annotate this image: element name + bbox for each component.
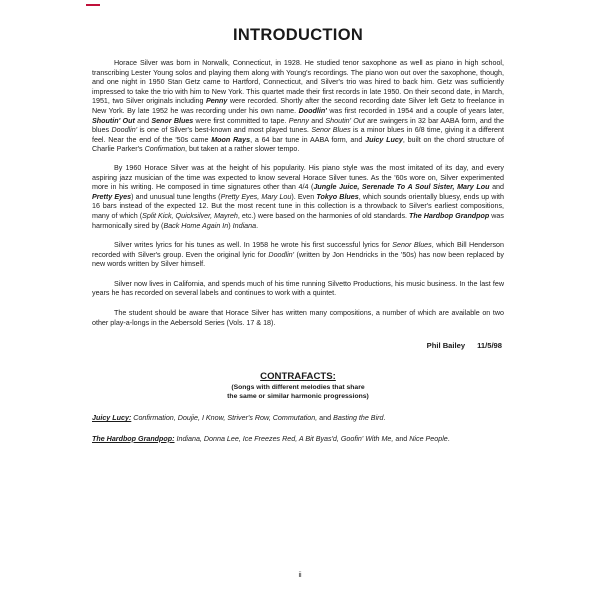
- text-run: are swingers in 32 bar AABA form, and the blues: [92, 116, 504, 135]
- signature: [92, 341, 504, 350]
- page-title: INTRODUCTION: [232, 26, 364, 44]
- text-run: , which sounds orientally bluesy, ends up with 16 bars instead of the expected 12. But the most recent tune in this collection is a throwback to Silver's earliest compositions, many of which (: [92, 192, 505, 220]
- song-title-bold: Shoutin' Out: [92, 116, 135, 125]
- text-run: , built on the chord structure of Charlie Parker's: [92, 135, 504, 154]
- song-title-italic: Indiana: [232, 221, 257, 230]
- song-title-italic: Pretty Eyes, Mary Lou: [220, 192, 292, 201]
- song-title-bold: Senor Blues: [151, 116, 194, 125]
- text-run: , but taken at a rather slower tempo.: [185, 145, 300, 154]
- contrafacts-subtitle-line-1: (Songs with different melodies that share: [231, 384, 365, 392]
- text-run: was first recorded in 1954 and a couple of years later,: [326, 106, 504, 115]
- text-run: and: [134, 116, 152, 125]
- song-title-italic: Shoutin' Out: [325, 116, 365, 125]
- song-title-bold: Tokyo Blues: [316, 192, 359, 201]
- text-run: , which Bill Henderson recorded with Silver's group. Even the original lyric for: [92, 241, 504, 259]
- text-run: ) and unusual tune lengths (: [131, 192, 221, 201]
- text-run: , a 64 bar tune in AABA form, and: [250, 135, 366, 144]
- song-title-italic: Doodlin': [268, 250, 294, 259]
- corner-mark: [86, 4, 100, 6]
- contrafact-entry: [92, 414, 504, 424]
- contrafact-conjunction: and: [317, 414, 334, 423]
- text-run: were first committed to tape.: [193, 116, 289, 125]
- song-title-italic: Confirmation: [144, 145, 186, 154]
- text-run: (written by Jon Hendricks in the '50s) has now been replaced by new words written by Silver himself.: [92, 250, 504, 269]
- contrafact-songs: Confirmation, Doujie, I Know, Striver's Row, Commutation,: [133, 414, 318, 423]
- song-title-bold: Penny: [205, 97, 228, 106]
- contrafact-period: .: [447, 434, 450, 443]
- paragraph-1: [92, 59, 504, 155]
- song-title-italic: Doodlin': [111, 126, 138, 135]
- contrafacts-heading: CONTRAFACTS:: [260, 371, 336, 383]
- contrafact-songs: Indiana, Donna Lee, Ice Freezes Red, A Bit Byas'd, Goofin' With Me,: [176, 434, 394, 443]
- paragraph-5: [92, 309, 504, 328]
- text-run: Horace Silver was born in Norwalk, Connecticut, in 1928. He studied tenor saxophone as well as piano in high school, transcribing Lester Young solos and playing them along with Young's recordings. The piano won out over the saxophone, though, and one night in 1950 Stan Getz came to Hartford, Connecticut, and Silver's trio was hired to back him. Getz was sufficiently impressed to take the trio with him to New York. This quartet made their first records in late 1950. On their second date, in March, 1951, two Silver originals including: [92, 59, 504, 106]
- text-run: .: [256, 221, 259, 230]
- song-title-italic: Senor Blues: [392, 241, 432, 250]
- text-run: is one of Silver's best-known and most played tunes.: [137, 126, 312, 135]
- text-run: The student should be aware that Horace Silver has written many compositions, a number of which are available on two other play-a-longs in the Aebersold Series (Vols. 17 & 18).: [92, 309, 504, 327]
- song-title-italic: Senor Blues: [311, 126, 351, 135]
- contrafact-last-song: Basting the Bird: [333, 414, 384, 423]
- text-run: ). Even: [291, 192, 317, 201]
- author-name: Phil Bailey: [426, 341, 466, 351]
- page-number: ii: [298, 572, 302, 579]
- contrafact-entry: [92, 435, 504, 445]
- song-title-bold: Juicy Lucy: [365, 135, 403, 144]
- song-title-italic: Penny: [288, 116, 309, 125]
- text-run: , etc.) were based on the harmonies of old standards.: [237, 211, 410, 220]
- text-run: and: [489, 183, 504, 192]
- text-run: was harmonically sired by (: [92, 211, 504, 230]
- text-run: and: [308, 116, 326, 125]
- text-run: Silver writes lyrics for his tunes as well. In 1958 he wrote his first successful lyrics for: [114, 241, 393, 250]
- paragraph-3: [92, 241, 504, 270]
- song-title-bold: Doodlin': [298, 106, 327, 115]
- text-run: Silver now lives in California, and spends much of his time running Silvetto Productions, his music business. In the last few years he has recorded on several labels and continues to work with a quintet.: [92, 279, 504, 298]
- contrafact-period: .: [383, 414, 386, 423]
- song-title-italic: Back Home Again In: [163, 221, 229, 230]
- text-run: ): [228, 221, 233, 230]
- contrafact-key: The Hardbop Grandpop:: [92, 434, 175, 443]
- song-title-bold: Moon Rays: [211, 135, 251, 144]
- contrafact-conjunction: and: [393, 434, 410, 443]
- paragraph-4: [92, 280, 504, 299]
- song-title-italic: Split Kick, Quicksilver, Mayreh: [142, 211, 238, 220]
- contrafacts-subtitle: [92, 383, 504, 401]
- song-title-bold: Jungle Juice, Serenade To A Soul Sister, Mary Lou: [313, 183, 490, 192]
- text-run: is a minor blues in 6/8 time, giving it a different feel. Near the end of the '50s came: [92, 126, 504, 144]
- contrafact-key: Juicy Lucy:: [92, 414, 132, 423]
- text-run: were recorded. Shortly after the second recording date Silver left Getz to freelance in New York. By late 1952 he was recording under his own name.: [92, 97, 504, 115]
- contrafact-last-song: Nice People: [409, 434, 448, 443]
- contrafacts-subtitle-line-2: the same or similar harmonic progressions): [227, 393, 369, 401]
- page-content: [92, 26, 504, 444]
- text-run: By 1960 Horace Silver was at the height of his popularity. His piano style was the most imitated of its day, and every aspiring jazz musician of the time was expected to know several Horace Silver tunes. As the '60s wore on, Silver experimented more in his writing. He composed in time signatures other than 4/4 (: [92, 163, 504, 192]
- song-title-bold: The Hardbop Grandpop: [409, 211, 490, 220]
- signature-date: 11/5/98: [477, 341, 502, 351]
- paragraph-2: [92, 164, 504, 231]
- song-title-bold: Pretty Eyes: [92, 192, 132, 201]
